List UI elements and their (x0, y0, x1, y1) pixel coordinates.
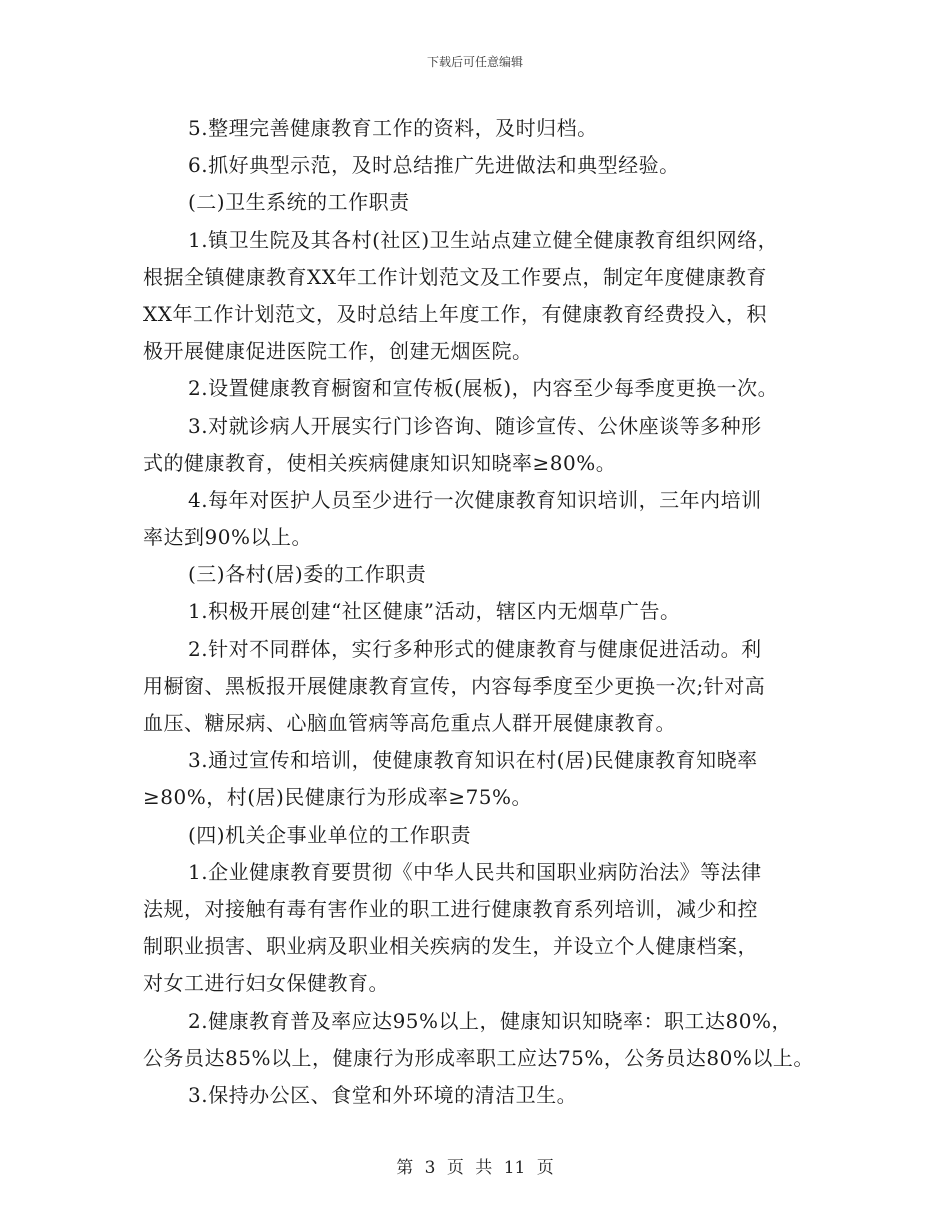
paragraph-line: ≥80%，村(居)民健康行为形成率≥75%。 (143, 785, 533, 810)
document-body (143, 110, 813, 1114)
paragraph-line: 2.健康教育普及率应达95%以上，健康知识知晓率：职工达80%， (188, 1008, 792, 1033)
paragraph-line: 6.抓好典型示范，及时总结推广先进做法和典型经验。 (188, 153, 680, 178)
paragraph-line: 对女工进行妇女保健教育。 (143, 971, 389, 996)
paragraph-line: 4.每年对医护人员至少进行一次健康教育知识培训，三年内培训 (188, 487, 762, 512)
section-heading: (二)卫生系统的工作职责 (188, 190, 410, 215)
paragraph-line: 1.镇卫生院及其各村(社区)卫生站点建立健全健康教育组织网络， (188, 227, 779, 252)
section-heading: (三)各村(居)委的工作职责 (188, 562, 427, 587)
paragraph-line: 2.针对不同群体，实行多种形式的健康教育与健康促进活动。利 (188, 636, 762, 661)
paragraph-line: 式的健康教育，使相关疾病健康知识知晓率≥80%。 (143, 450, 617, 475)
paragraph-line: 1.积极开展创建“社区健康”活动，辖区内无烟草广告。 (188, 599, 681, 624)
page-number-footer: 第 3 页 共 11 页 (396, 1158, 554, 1178)
paragraph-line: 极开展健康促进医院工作，创建无烟医院。 (143, 339, 533, 364)
page-header: 下载后可任意编辑 (426, 55, 523, 69)
paragraph-line: 法规，对接触有毒有害作业的职工进行健康教育系列培训，减少和控 (143, 896, 758, 921)
paragraph-line: 5.整理完善健康教育工作的资料，及时归档。 (188, 116, 598, 140)
paragraph-line: 率达到90%以上。 (143, 525, 312, 550)
paragraph-line: 3.通过宣传和培训，使健康教育知识在村(居)民健康教育知晓率 (188, 748, 758, 773)
paragraph-line: 1.企业健康教育要贯彻《中华人民共和国职业病防治法》等法律 (188, 859, 762, 884)
paragraph-line: 用橱窗、黑板报开展健康教育宣传，内容每季度至少更换一次;针对高 (143, 673, 766, 698)
section-heading: (四)机关企事业单位的工作职责 (188, 822, 472, 847)
paragraph-line: 制职业损害、职业病及职业相关疾病的发生，并设立个人健康档案， (143, 934, 758, 959)
paragraph-line: 血压、糖尿病、心脑血管病等高危重点人群开展健康教育。 (143, 711, 676, 735)
paragraph-line: 根据全镇健康教育XX年工作计划范文及工作要点，制定年度健康教育 (143, 264, 767, 289)
paragraph-line: 3.对就诊病人开展实行门诊咨询、随诊宣传、公休座谈等多种形 (188, 413, 762, 438)
paragraph-line: XX年工作计划范文，及时总结上年度工作，有健康教育经费投入，积 (143, 301, 767, 326)
paragraph-line: 3.保持办公区、食堂和外环境的清洁卫生。 (188, 1082, 578, 1107)
paragraph-line: 2.设置健康教育橱窗和宣传板(展板)，内容至少每季度更换一次。 (188, 376, 779, 401)
paragraph-line: 公务员达85%以上，健康行为形成率职工应达75%，公务员达80%以上。 (143, 1045, 814, 1070)
